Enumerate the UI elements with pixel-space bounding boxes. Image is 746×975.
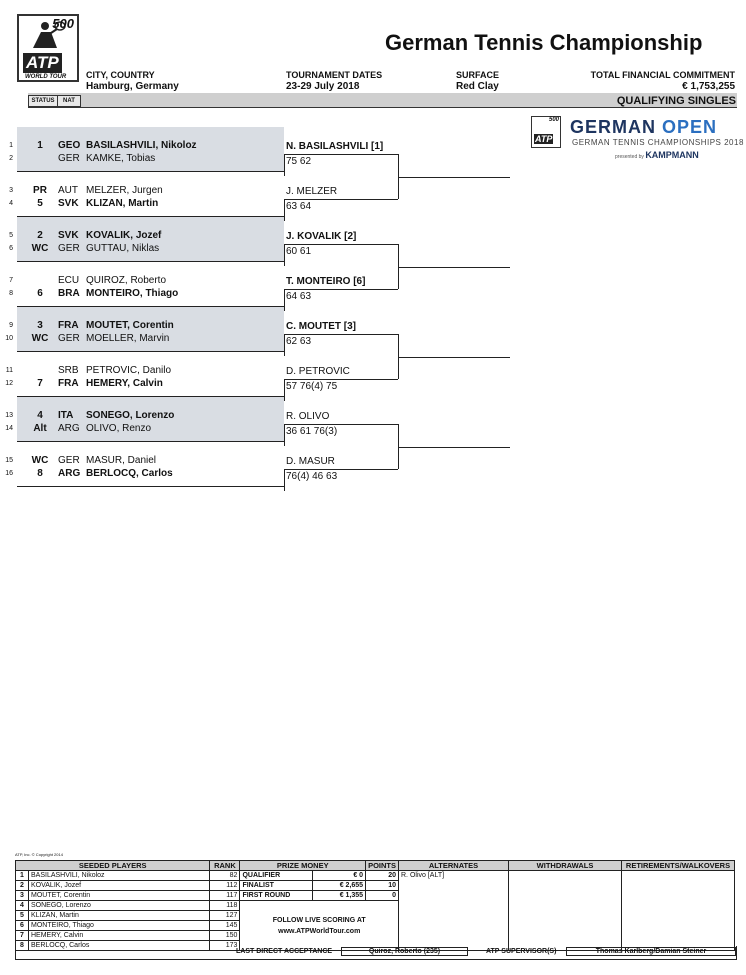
player-nat: BRA xyxy=(58,288,80,299)
bracket-line xyxy=(398,447,510,448)
player-name: BERLOCQ, Carlos xyxy=(86,468,173,479)
draw-position: 14 xyxy=(5,425,13,432)
bracket-line xyxy=(284,334,285,356)
round2-score: 36 61 76(3) xyxy=(286,426,338,437)
retirements-list xyxy=(622,871,735,951)
seed-name: HEMERY, Calvin xyxy=(29,931,210,941)
seed-rank: 82 xyxy=(210,871,240,881)
seeded-header: SEEDED PLAYERS xyxy=(16,861,210,871)
withdrawals-list xyxy=(509,871,622,951)
bracket-line xyxy=(284,244,285,266)
city-value: Hamburg, Germany xyxy=(86,81,179,92)
withdrawals-header: WITHDRAWALS xyxy=(509,861,622,871)
player-status: 6 xyxy=(37,288,43,299)
seed-number: 4 xyxy=(16,901,29,911)
seed-number: 8 xyxy=(16,941,29,951)
match-separator xyxy=(17,441,284,442)
player-nat: SVK xyxy=(58,230,79,241)
footer-bottom-row xyxy=(15,946,737,960)
bracket-line xyxy=(284,154,285,176)
bracket-line xyxy=(284,154,398,155)
player-status: Alt xyxy=(33,423,47,434)
player-name: PETROVIC, Danilo xyxy=(86,365,172,376)
draw-position: 8 xyxy=(9,290,13,297)
dates-value: 23-29 July 2018 xyxy=(286,81,360,92)
lda-label: LAST DIRECT ACCEPTANCE xyxy=(236,948,333,955)
seed-name: BASILASHVILI, Nikoloz xyxy=(29,871,210,881)
prize-money: € 2,655 xyxy=(313,881,366,891)
small-logo-brand: ATP xyxy=(535,134,553,144)
sponsor-word2: OPEN xyxy=(662,117,718,137)
round2-score: 75 62 xyxy=(286,156,312,167)
player-name: KOVALIK, Jozef xyxy=(86,230,162,241)
bracket-line xyxy=(284,289,398,290)
player-name: MOELLER, Marvin xyxy=(86,333,170,344)
seed-number: 2 xyxy=(16,881,29,891)
seed-name: BERLOCQ, Carlos xyxy=(29,941,210,951)
points-header: POINTS xyxy=(366,861,399,871)
city-label: CITY, COUNTRY xyxy=(86,70,155,80)
draw-position: 1 xyxy=(9,142,13,149)
round2-score: 62 63 xyxy=(286,336,312,347)
copyright: ATP, Inc. © Copyright 2014 xyxy=(15,852,63,857)
player-name: HEMERY, Calvin xyxy=(86,378,163,389)
draw-position: 15 xyxy=(5,457,13,464)
round2-winner: R. OLIVO xyxy=(286,411,330,422)
player-name: MOUTET, Corentin xyxy=(86,320,174,331)
surface-label: SURFACE xyxy=(456,70,500,80)
draw-position: 3 xyxy=(9,187,13,194)
player-status: 5 xyxy=(37,198,43,209)
player-nat: GER xyxy=(58,333,80,344)
match-separator xyxy=(17,261,284,262)
seed-rank: 112 xyxy=(210,881,240,891)
seed-name: MONTEIRO, Thiago xyxy=(29,921,210,931)
player-status: 4 xyxy=(37,410,43,421)
player-name: OLIVO, Renzo xyxy=(86,423,152,434)
player-nat: FRA xyxy=(58,378,79,389)
player-name: QUIROZ, Roberto xyxy=(86,275,167,286)
sponsor-word1: GERMAN xyxy=(570,117,656,137)
alternates-header: ALTERNATES xyxy=(399,861,509,871)
seed-number: 3 xyxy=(16,891,29,901)
player-status: 3 xyxy=(37,320,43,331)
presented-by xyxy=(615,150,699,160)
lda-value: Quiroz, Roberto (235) xyxy=(341,947,468,956)
player-nat: FRA xyxy=(58,320,79,331)
draw-position: 13 xyxy=(5,412,13,419)
prize-points: 10 xyxy=(366,881,399,891)
player-nat: GER xyxy=(58,153,80,164)
player-status: WC xyxy=(31,455,49,466)
player-nat: SRB xyxy=(58,365,79,376)
player-status: PR xyxy=(33,185,47,196)
player-nat: ITA xyxy=(58,410,74,421)
player-status: WC xyxy=(31,243,49,254)
german-open-logo xyxy=(570,117,717,138)
match-separator xyxy=(17,486,284,487)
player-nat: SVK xyxy=(58,198,79,209)
logo-brand: ATP xyxy=(23,53,62,73)
bracket-line xyxy=(398,357,510,358)
bracket-line xyxy=(284,469,398,470)
player-nat: AUT xyxy=(58,185,78,196)
player-nat: ARG xyxy=(58,423,80,434)
player-name: MELZER, Jurgen xyxy=(86,185,163,196)
round2-score: 63 64 xyxy=(286,201,312,212)
draw-position: 12 xyxy=(5,380,13,387)
seed-name: KOVALIK, Jozef xyxy=(29,881,210,891)
follow-line2: www.ATPWorldTour.com xyxy=(278,927,361,935)
prize-round: FIRST ROUND xyxy=(240,891,313,901)
follow-scoring xyxy=(240,901,399,951)
prize-round: FINALIST xyxy=(240,881,313,891)
atp-500-small-logo xyxy=(531,116,561,148)
player-name: BASILASHVILI, Nikoloz xyxy=(86,140,197,151)
draw-position: 4 xyxy=(9,200,13,207)
round2-score: 57 76(4) 75 xyxy=(286,381,338,392)
round2-winner: J. KOVALIK [2] xyxy=(286,231,357,242)
round2-score: 76(4) 46 63 xyxy=(286,471,338,482)
bracket-line xyxy=(284,199,285,221)
draw-position: 16 xyxy=(5,470,13,477)
player-nat: ARG xyxy=(58,468,81,479)
draw-position: 7 xyxy=(9,277,13,284)
seed-rank: 145 xyxy=(210,921,240,931)
player-name: KLIZAN, Martin xyxy=(86,198,159,209)
prize-money: € 0 xyxy=(313,871,366,881)
seed-name: KLIZAN, Martin xyxy=(29,911,210,921)
draw-position: 6 xyxy=(9,245,13,252)
retirements-header: RETIREMENTS/WALKOVERS xyxy=(622,861,735,871)
footer-table xyxy=(15,860,735,951)
draw-type: QUALIFYING SINGLES xyxy=(616,95,736,107)
prize-points: 20 xyxy=(366,871,399,881)
logo-tour: WORLD TOUR xyxy=(25,74,67,80)
draw-position: 10 xyxy=(5,335,13,342)
draw-position: 5 xyxy=(9,232,13,239)
player-name: SONEGO, Lorenzo xyxy=(86,410,175,421)
footer-row xyxy=(16,871,735,881)
status-column-label: STATUS xyxy=(28,95,58,107)
player-status: 8 xyxy=(37,468,43,479)
player-nat: GEO xyxy=(58,140,81,151)
seed-number: 1 xyxy=(16,871,29,881)
bracket-line xyxy=(284,379,285,401)
player-status: WC xyxy=(31,333,49,344)
prize-money: € 1,355 xyxy=(313,891,366,901)
rank-header: RANK xyxy=(210,861,240,871)
seed-rank: 150 xyxy=(210,931,240,941)
atp-500-logo xyxy=(17,14,79,82)
player-name: MASUR, Daniel xyxy=(86,455,157,466)
nat-column-label: NAT xyxy=(57,95,81,107)
dates-label: TOURNAMENT DATES xyxy=(286,70,383,80)
seed-number: 7 xyxy=(16,931,29,941)
player-name: MONTEIRO, Thiago xyxy=(86,288,179,299)
prize-header: PRIZE MONEY xyxy=(240,861,366,871)
bracket-line xyxy=(284,199,398,200)
small-logo-series: 500 xyxy=(548,117,559,123)
prize-points: 0 xyxy=(366,891,399,901)
surface-value: Red Clay xyxy=(456,81,499,92)
player-status: 2 xyxy=(37,230,43,241)
commitment-value: € 1,753,255 xyxy=(682,81,735,92)
alternate-name: R. Olivo [ALT] xyxy=(401,872,445,879)
seed-name: MOUTET, Corentin xyxy=(29,891,210,901)
bracket-line xyxy=(284,469,285,491)
round2-winner: N. BASILASHVILI [1] xyxy=(286,141,384,152)
player-status: 7 xyxy=(37,378,43,389)
bracket-line xyxy=(284,244,398,245)
bracket-line xyxy=(398,267,510,268)
bracket-line xyxy=(284,424,398,425)
player-name: KAMKE, Tobias xyxy=(86,153,156,164)
logo-series: 500 xyxy=(52,16,74,31)
round2-winner: T. MONTEIRO [6] xyxy=(286,276,366,287)
seed-rank: 173 xyxy=(210,941,240,951)
seed-number: 6 xyxy=(16,921,29,931)
round2-winner: C. MOUTET [3] xyxy=(286,321,356,332)
seed-rank: 127 xyxy=(210,911,240,921)
round2-score: 60 61 xyxy=(286,246,312,257)
bracket-line xyxy=(284,334,398,335)
seed-number: 5 xyxy=(16,911,29,921)
supervisor-label: ATP SUPERVISOR(S) xyxy=(486,948,557,955)
draw-position: 2 xyxy=(9,155,13,162)
round2-winner: J. MELZER xyxy=(286,186,338,197)
alternates-list xyxy=(399,871,509,951)
presented-text: presented by xyxy=(615,154,644,160)
draw-position: 11 xyxy=(5,367,13,374)
seed-name: SONEGO, Lorenzo xyxy=(29,901,210,911)
round2-winner: D. PETROVIC xyxy=(286,366,350,377)
bracket-line xyxy=(284,424,285,446)
bracket-line xyxy=(284,289,285,311)
player-nat: GER xyxy=(58,243,80,254)
seed-rank: 118 xyxy=(210,901,240,911)
player-nat: ECU xyxy=(58,275,80,286)
bracket-line xyxy=(398,177,510,178)
player-name: GUTTAU, Niklas xyxy=(86,243,160,254)
player-nat: GER xyxy=(58,455,80,466)
page-title: German Tennis Championship xyxy=(385,30,703,55)
round2-score: 64 63 xyxy=(286,291,312,302)
draw-position: 9 xyxy=(9,322,13,329)
round2-winner: D. MASUR xyxy=(286,456,335,467)
seed-rank: 117 xyxy=(210,891,240,901)
match-separator xyxy=(17,171,284,172)
supervisor-value: Thomas Karlberg/Damian Steiner xyxy=(566,947,736,956)
commitment-label: TOTAL FINANCIAL COMMITMENT xyxy=(590,70,735,80)
match-separator xyxy=(17,351,284,352)
sponsor-subtitle: GERMAN TENNIS CHAMPIONSHIPS 2018 xyxy=(572,138,744,147)
bracket-line xyxy=(284,379,398,380)
prize-round: QUALIFIER xyxy=(240,871,313,881)
player-status: 1 xyxy=(37,140,43,151)
kampmann-logo: KAMPMANN xyxy=(645,150,699,160)
follow-line1: FOLLOW LIVE SCORING AT xyxy=(272,916,366,924)
